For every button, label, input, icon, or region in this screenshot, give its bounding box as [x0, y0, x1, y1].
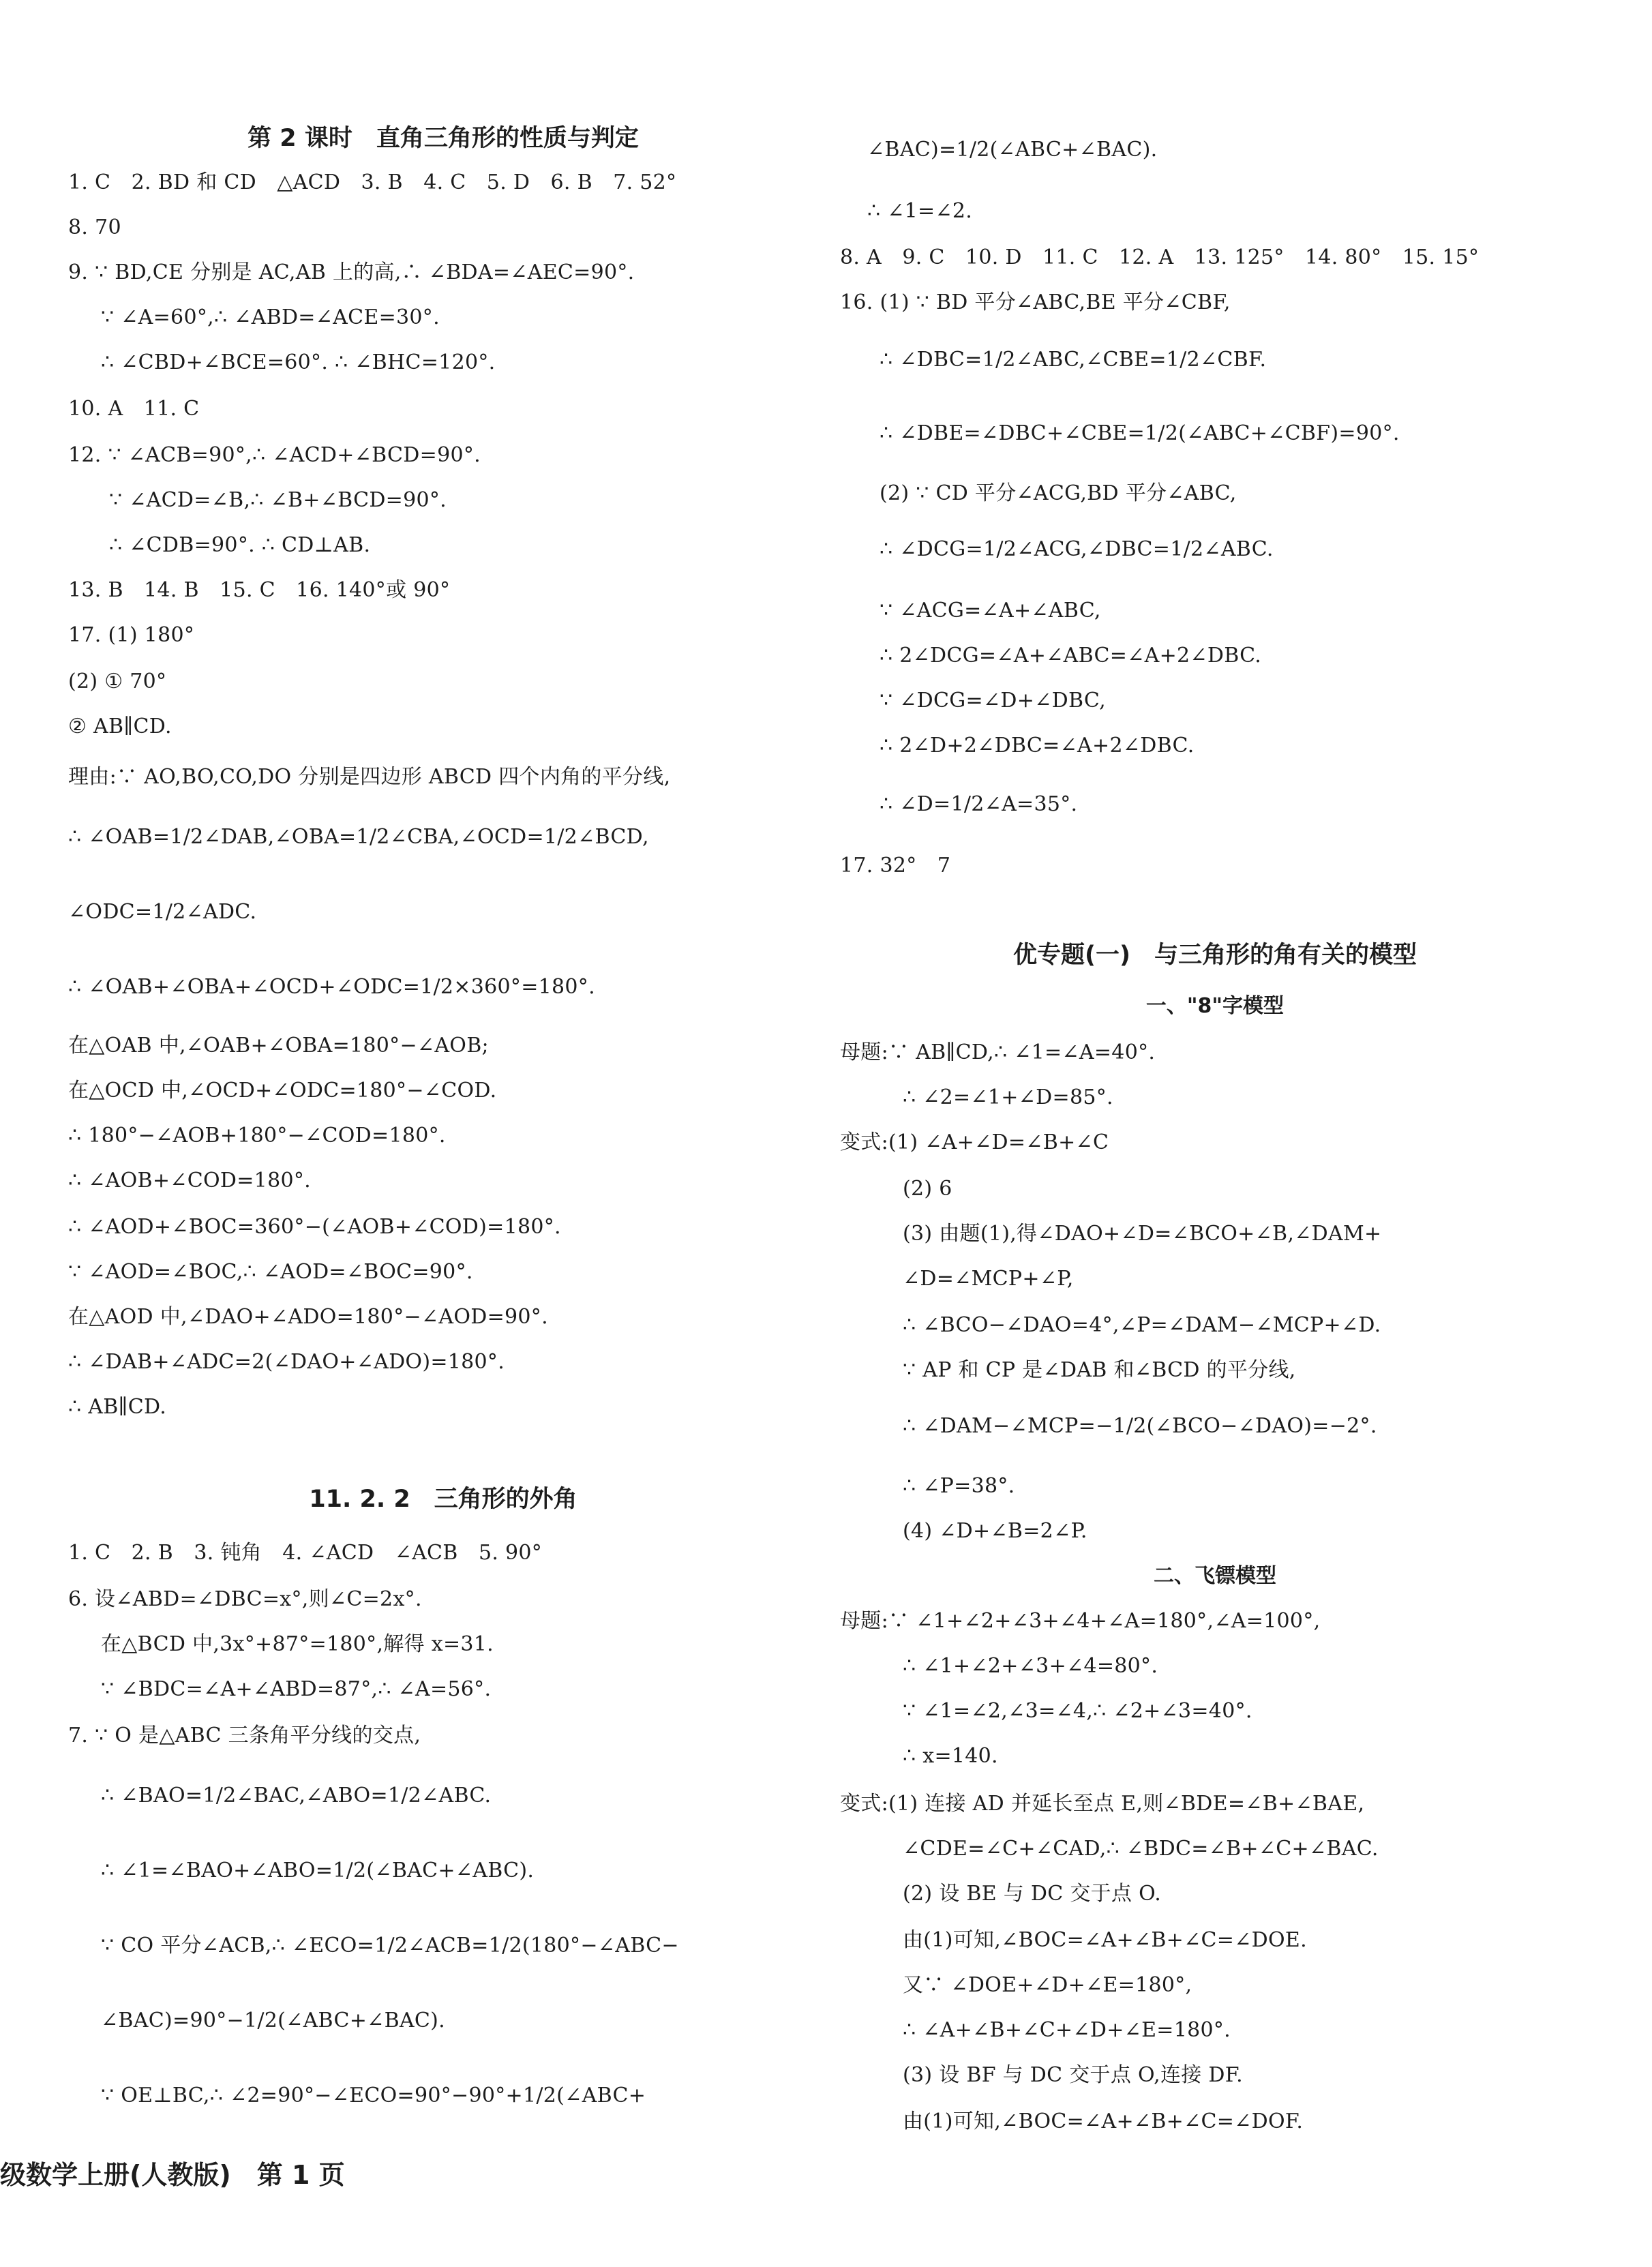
- answer-line: ∠BAC)=1/2(∠ABC+∠BAC).: [867, 138, 1158, 162]
- section-heading-special-topic: 优专题(一) 与三角形的角有关的模型: [1013, 942, 1417, 969]
- answer-line: ∵ ∠BDC=∠A+∠ABD=87°,∴ ∠A=56°.: [101, 1677, 492, 1701]
- answer-line: ∠BAC)=90°−1/2(∠ABC+∠BAC).: [101, 2009, 445, 2032]
- answer-line: 变式:(1) 连接 AD 并延长至点 E,则∠BDE=∠B+∠BAE,: [840, 1792, 1365, 1816]
- answer-line: 7. ∵ O 是△ABC 三条角平分线的交点,: [68, 1724, 421, 1747]
- answer-line: ∴ ∠DCG=1/2∠ACG,∠DBC=1/2∠ABC.: [880, 537, 1274, 561]
- answer-line: (2) 设 BE 与 DC 交于点 O.: [903, 1882, 1162, 1906]
- answer-line: 母题:∵ ∠1+∠2+∠3+∠4+∠A=180°,∠A=100°,: [840, 1609, 1321, 1633]
- answer-line: (4) ∠D+∠B=2∠P.: [903, 1519, 1087, 1543]
- answer-line: ∴ ∠CBD+∠BCE=60°. ∴ ∠BHC=120°.: [101, 350, 496, 374]
- answer-line: 9. ∵ BD,CE 分别是 AC,AB 上的高,∴ ∠BDA=∠AEC=90°.: [68, 260, 635, 284]
- answer-line: ∴ ∠1+∠2+∠3+∠4=80°.: [903, 1654, 1158, 1678]
- answer-line: ∴ ∠A+∠B+∠C+∠D+∠E=180°.: [903, 2018, 1231, 2042]
- answer-line: 在△OAB 中,∠OAB+∠OBA=180°−∠AOB;: [68, 1034, 489, 1057]
- answer-line: 1. C 2. B 3. 钝角 4. ∠ACD ∠ACB 5. 90°: [68, 1541, 543, 1565]
- answer-line: ∠D=∠MCP+∠P,: [903, 1267, 1074, 1291]
- answer-line: ∴ x=140.: [903, 1744, 998, 1768]
- answer-line: ∴ ∠BAO=1/2∠BAC,∠ABO=1/2∠ABC.: [101, 1784, 492, 1807]
- answer-line: ∴ ∠DAM−∠MCP=−1/2(∠BCO−∠DAO)=−2°.: [903, 1414, 1377, 1438]
- answer-line: ∴ ∠OAB+∠OBA+∠OCD+∠ODC=1/2×360°=180°.: [68, 975, 595, 999]
- answer-line: ∴ 2∠D+2∠DBC=∠A+2∠DBC.: [880, 734, 1195, 757]
- answer-line: 由(1)可知,∠BOC=∠A+∠B+∠C=∠DOE.: [903, 1928, 1307, 1952]
- answer-line: 10. A 11. C: [68, 397, 200, 421]
- answer-line: ∵ OE⊥BC,∴ ∠2=90°−∠ECO=90°−90°+1/2(∠ABC+: [101, 2084, 646, 2107]
- answer-line: ∴ ∠BCO−∠DAO=4°,∠P=∠DAM−∠MCP+∠D.: [903, 1313, 1381, 1337]
- answer-line: ∴ ∠OAB=1/2∠DAB,∠OBA=1/2∠CBA,∠OCD=1/2∠BCD,: [68, 825, 649, 849]
- answer-line: 8. A 9. C 10. D 11. C 12. A 13. 125° 14. 80° 15. 15°: [840, 245, 1480, 269]
- answer-line: ∴ ∠DBC=1/2∠ABC,∠CBE=1/2∠CBF.: [880, 348, 1267, 372]
- answer-line: ∴ ∠DBE=∠DBC+∠CBE=1/2(∠ABC+∠CBF)=90°.: [880, 421, 1400, 445]
- answer-line: 17. 32° 7: [840, 854, 951, 877]
- answer-line: (2) ① 70°: [68, 670, 167, 693]
- subheading-8-model: 一、"8"字模型: [1145, 994, 1285, 1018]
- answer-line: 1. C 2. BD 和 CD △ACD 3. B 4. C 5. D 6. B 7. 52°: [68, 170, 677, 194]
- answer-line: ∴ ∠AOB+∠COD=180°.: [68, 1169, 311, 1192]
- answer-line: ∵ ∠ACG=∠A+∠ABC,: [880, 599, 1101, 622]
- answer-line: 16. (1) ∵ BD 平分∠ABC,BE 平分∠CBF,: [840, 290, 1231, 314]
- answer-line: ∴ AB∥CD.: [68, 1395, 167, 1419]
- answer-line: 变式:(1) ∠A+∠D=∠B+∠C: [840, 1130, 1109, 1154]
- answer-line: ∴ ∠1=∠2.: [867, 199, 973, 223]
- answer-line: ∴ ∠2=∠1+∠D=85°.: [903, 1085, 1113, 1109]
- answer-line: ∵ ∠AOD=∠BOC,∴ ∠AOD=∠BOC=90°.: [68, 1260, 473, 1284]
- answer-line: 在△OCD 中,∠OCD+∠ODC=180°−∠COD.: [68, 1079, 497, 1102]
- answer-line: 13. B 14. B 15. C 16. 140°或 90°: [68, 578, 451, 602]
- subheading-dart-model: 二、飞镖模型: [1154, 1564, 1276, 1588]
- answer-line: ∴ 2∠DCG=∠A+∠ABC=∠A+2∠DBC.: [880, 644, 1262, 667]
- answer-line: 母题:∵ AB∥CD,∴ ∠1=∠A=40°.: [840, 1040, 1156, 1064]
- answer-line: ∴ ∠AOD+∠BOC=360°−(∠AOB+∠COD)=180°.: [68, 1215, 561, 1239]
- answer-line: 12. ∵ ∠ACB=90°,∴ ∠ACD+∠BCD=90°.: [68, 443, 481, 467]
- answer-line: ∴ 180°−∠AOB+180°−∠COD=180°.: [68, 1124, 446, 1147]
- answer-line: ∵ CO 平分∠ACB,∴ ∠ECO=1/2∠ACB=1/2(180°−∠ABC−: [101, 1934, 679, 1957]
- answer-line: 17. (1) 180°: [68, 623, 195, 647]
- answer-line: (3) 由题(1),得∠DAO+∠D=∠BCO+∠B,∠DAM+: [903, 1222, 1382, 1246]
- section-heading-lesson2: 第 2 课时 直角三角形的性质与判定: [247, 125, 639, 152]
- answer-line: 在△AOD 中,∠DAO+∠ADO=180°−∠AOD=90°.: [68, 1305, 548, 1329]
- answer-line: ∵ AP 和 CP 是∠DAB 和∠BCD 的平分线,: [903, 1358, 1296, 1382]
- answer-line: ∴ ∠DAB+∠ADC=2(∠DAO+∠ADO)=180°.: [68, 1350, 505, 1374]
- answer-line: 又∵ ∠DOE+∠D+∠E=180°,: [903, 1973, 1192, 1997]
- answer-line: ∠ODC=1/2∠ADC.: [68, 900, 257, 924]
- answer-line: ∴ ∠CDB=90°. ∴ CD⊥AB.: [109, 533, 371, 557]
- answer-line: ∵ ∠DCG=∠D+∠DBC,: [880, 689, 1106, 712]
- answer-line: ∵ ∠1=∠2,∠3=∠4,∴ ∠2+∠3=40°.: [903, 1699, 1252, 1723]
- answer-line: (2) ∵ CD 平分∠ACG,BD 平分∠ABC,: [880, 481, 1237, 505]
- answer-line: 理由:∵ AO,BO,CO,DO 分别是四边形 ABCD 四个内角的平分线,: [68, 765, 671, 789]
- answer-line: 6. 设∠ABD=∠DBC=x°,则∠C=2x°.: [68, 1587, 422, 1611]
- answer-line: (3) 设 BF 与 DC 交于点 O,连接 DF.: [903, 2063, 1244, 2087]
- answer-line: 由(1)可知,∠BOC=∠A+∠B+∠C=∠DOF.: [903, 2110, 1304, 2133]
- answer-line: ∴ ∠1=∠BAO+∠ABO=1/2(∠BAC+∠ABC).: [101, 1859, 535, 1882]
- answer-line: ② AB∥CD.: [68, 715, 172, 738]
- page-footer: 级数学上册(人教版) 第 1 页: [0, 2160, 345, 2190]
- answer-line: 8. 70: [68, 215, 121, 239]
- answer-line: ∵ ∠A=60°,∴ ∠ABD=∠ACE=30°.: [101, 305, 440, 329]
- answer-line: ∴ ∠P=38°.: [903, 1474, 1015, 1498]
- section-heading-11-2-2: 11. 2. 2 三角形的外角: [309, 1486, 577, 1513]
- answer-line: ∴ ∠D=1/2∠A=35°.: [880, 792, 1078, 816]
- answer-line: 在△BCD 中,3x°+87°=180°,解得 x=31.: [101, 1632, 494, 1656]
- answer-line: ∵ ∠ACD=∠B,∴ ∠B+∠BCD=90°.: [109, 488, 447, 512]
- answer-line: ∠CDE=∠C+∠CAD,∴ ∠BDC=∠B+∠C+∠BAC.: [903, 1837, 1379, 1861]
- answer-line: (2) 6: [903, 1177, 952, 1201]
